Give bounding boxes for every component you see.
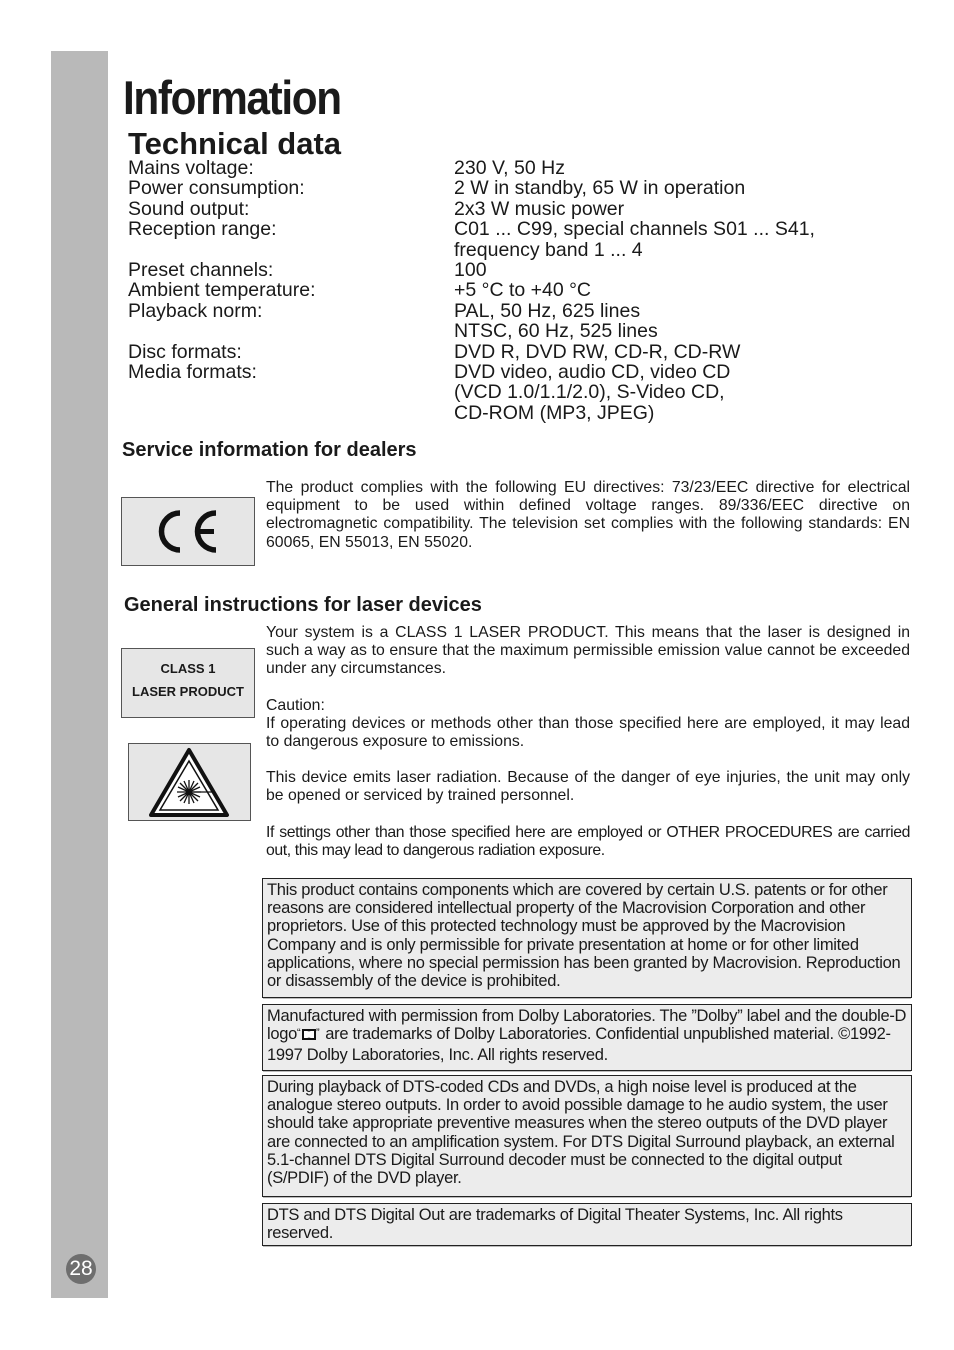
- svg-text:“: “: [297, 1027, 301, 1040]
- spec-table: [128, 158, 815, 423]
- spec-row: [128, 382, 815, 402]
- macrovision-notice: This product contains components which are covered by certain U.S. patents or for other reasons are considered intellectual property of the Macrovision Corporation and other proprietors. Use of this protected technology must be approved by the Macrovision Company and is only permissible for private presentation at home or for other limited applications, where no special permission has been granted by Macrovision. Reproduction or disassembly of the device is prohibited.: [262, 878, 912, 998]
- spec-value: +5 °C to +40 °C: [454, 279, 592, 302]
- spec-label: [128, 321, 454, 341]
- service-heading: Service information for dealers: [122, 439, 417, 461]
- spec-label: [128, 382, 454, 402]
- spec-value: CD-ROM (MP3, JPEG): [454, 401, 655, 424]
- spec-value: frequency band 1 ... 4: [454, 238, 643, 261]
- dolby-text-a: Manufactured with permission from Dolby Laboratories. The ”Dolby” label and the double-D logo: [267, 1007, 907, 1044]
- laser-p4: If settings other than those specified here are employed or OTHER PROCEDURES are carried out, this may lead to dangerous radiation exposure.: [266, 824, 910, 860]
- spec-value: PAL, 50 Hz, 625 lines: [454, 299, 641, 322]
- class-label-line1: CLASS 1: [160, 661, 216, 676]
- laser-caution-title: Caution:: [266, 697, 325, 714]
- spec-label: Power consumption:: [128, 177, 305, 200]
- spec-row: [128, 240, 815, 260]
- service-text: The product complies with the following EU directives: 73/23/EEC directive for electrical equipment to be used within defined voltage ranges. 89/336/EEC directive on electromagnetic compatibility. The television set complies with the following standards: EN 60065, EN 55013, EN 55020.: [266, 479, 910, 551]
- laser-p2: If operating devices or methods other than those specified here are employed, it may lead to dangerous exposure to emissions.: [266, 715, 910, 751]
- spec-label: Preset channels:: [128, 259, 274, 282]
- spec-row: [128, 301, 815, 321]
- dts-trademark-notice: DTS and DTS Digital Out are trademarks of Digital Theater Systems, Inc. All rights reserved.: [262, 1203, 912, 1246]
- spec-row: [128, 362, 815, 382]
- spec-row: [128, 158, 815, 178]
- ce-mark-box: [121, 497, 255, 566]
- laser-p3: This device emits laser radiation. Because of the danger of eye injuries, the unit may only be opened or serviced by trained personnel.: [266, 769, 910, 805]
- spec-value: NTSC, 60 Hz, 525 lines: [454, 320, 658, 343]
- spec-value: 230 V, 50 Hz: [454, 157, 565, 179]
- spec-row: [128, 342, 815, 362]
- technical-data-heading: Technical data: [128, 126, 342, 161]
- spec-value: C01 ... C99, special channels S01 ... S41,: [454, 218, 815, 241]
- svg-text:”: ”: [316, 1027, 320, 1040]
- laser-warning-box: [128, 743, 251, 821]
- spec-value: 100: [454, 259, 487, 282]
- spec-row: [128, 219, 815, 239]
- spec-value: (VCD 1.0/1.1/2.0), S-Video CD,: [454, 381, 725, 404]
- spec-label: Reception range:: [128, 218, 277, 241]
- dts-playback-notice: During playback of DTS-coded CDs and DVDs, a high noise level is produced at the analogue stereo outputs. In order to avoid possible damage to he audio system, the user should take appropriate preventive measures when the stereo outputs of the DVD player are connected to an amplification system. For DTS Digital Surround playback, an external 5.1-channel DTS Digital Surround decoder must be connected to the digital output (S/PDIF) of the DVD player.: [262, 1075, 912, 1197]
- spec-row: [128, 280, 815, 300]
- spec-value: DVD video, audio CD, video CD: [454, 361, 731, 384]
- spec-label: Sound output:: [128, 197, 250, 220]
- class1-laser-label: [121, 648, 255, 718]
- side-bar: [51, 51, 108, 1298]
- page-title: Information: [123, 71, 341, 124]
- spec-label: Media formats:: [128, 361, 257, 384]
- laser-heading: General instructions for laser devices: [124, 594, 482, 616]
- ce-mark-icon: [122, 498, 254, 565]
- spec-row: [128, 403, 815, 423]
- spec-row: [128, 199, 815, 219]
- class-label-line2: LASER PRODUCT: [132, 684, 244, 699]
- spec-label: [128, 403, 454, 423]
- spec-value: 2x3 W music power: [454, 197, 625, 220]
- spec-row: [128, 178, 815, 198]
- dolby-notice: [262, 1004, 912, 1071]
- spec-label: [128, 240, 454, 260]
- spec-value: 2 W in standby, 65 W in operation: [454, 177, 746, 200]
- spec-row: [128, 260, 815, 280]
- spec-row: [128, 321, 815, 341]
- spec-label: Playback norm:: [128, 299, 263, 322]
- spec-label: Disc formats:: [128, 340, 242, 363]
- laser-p1: Your system is a CLASS 1 LASER PRODUCT. This means that the laser is designed in such a way as to ensure that the maximum permissible emission value cannot be exceeded under any circumstances.: [266, 624, 910, 678]
- laser-warning-icon: [129, 744, 250, 820]
- dolby-text-b: are trademarks of Dolby Laboratories. Confidential unpublished material. ©1992-1997 Dolby Laboratories, Inc. All rights reserved.: [267, 1025, 891, 1065]
- spec-label: Mains voltage:: [128, 157, 254, 179]
- spec-value: DVD R, DVD RW, CD-R, CD-RW: [454, 340, 741, 363]
- page-number: 28: [66, 1254, 96, 1284]
- spec-label: Ambient temperature:: [128, 279, 316, 302]
- dolby-logo-icon: [297, 1026, 321, 1046]
